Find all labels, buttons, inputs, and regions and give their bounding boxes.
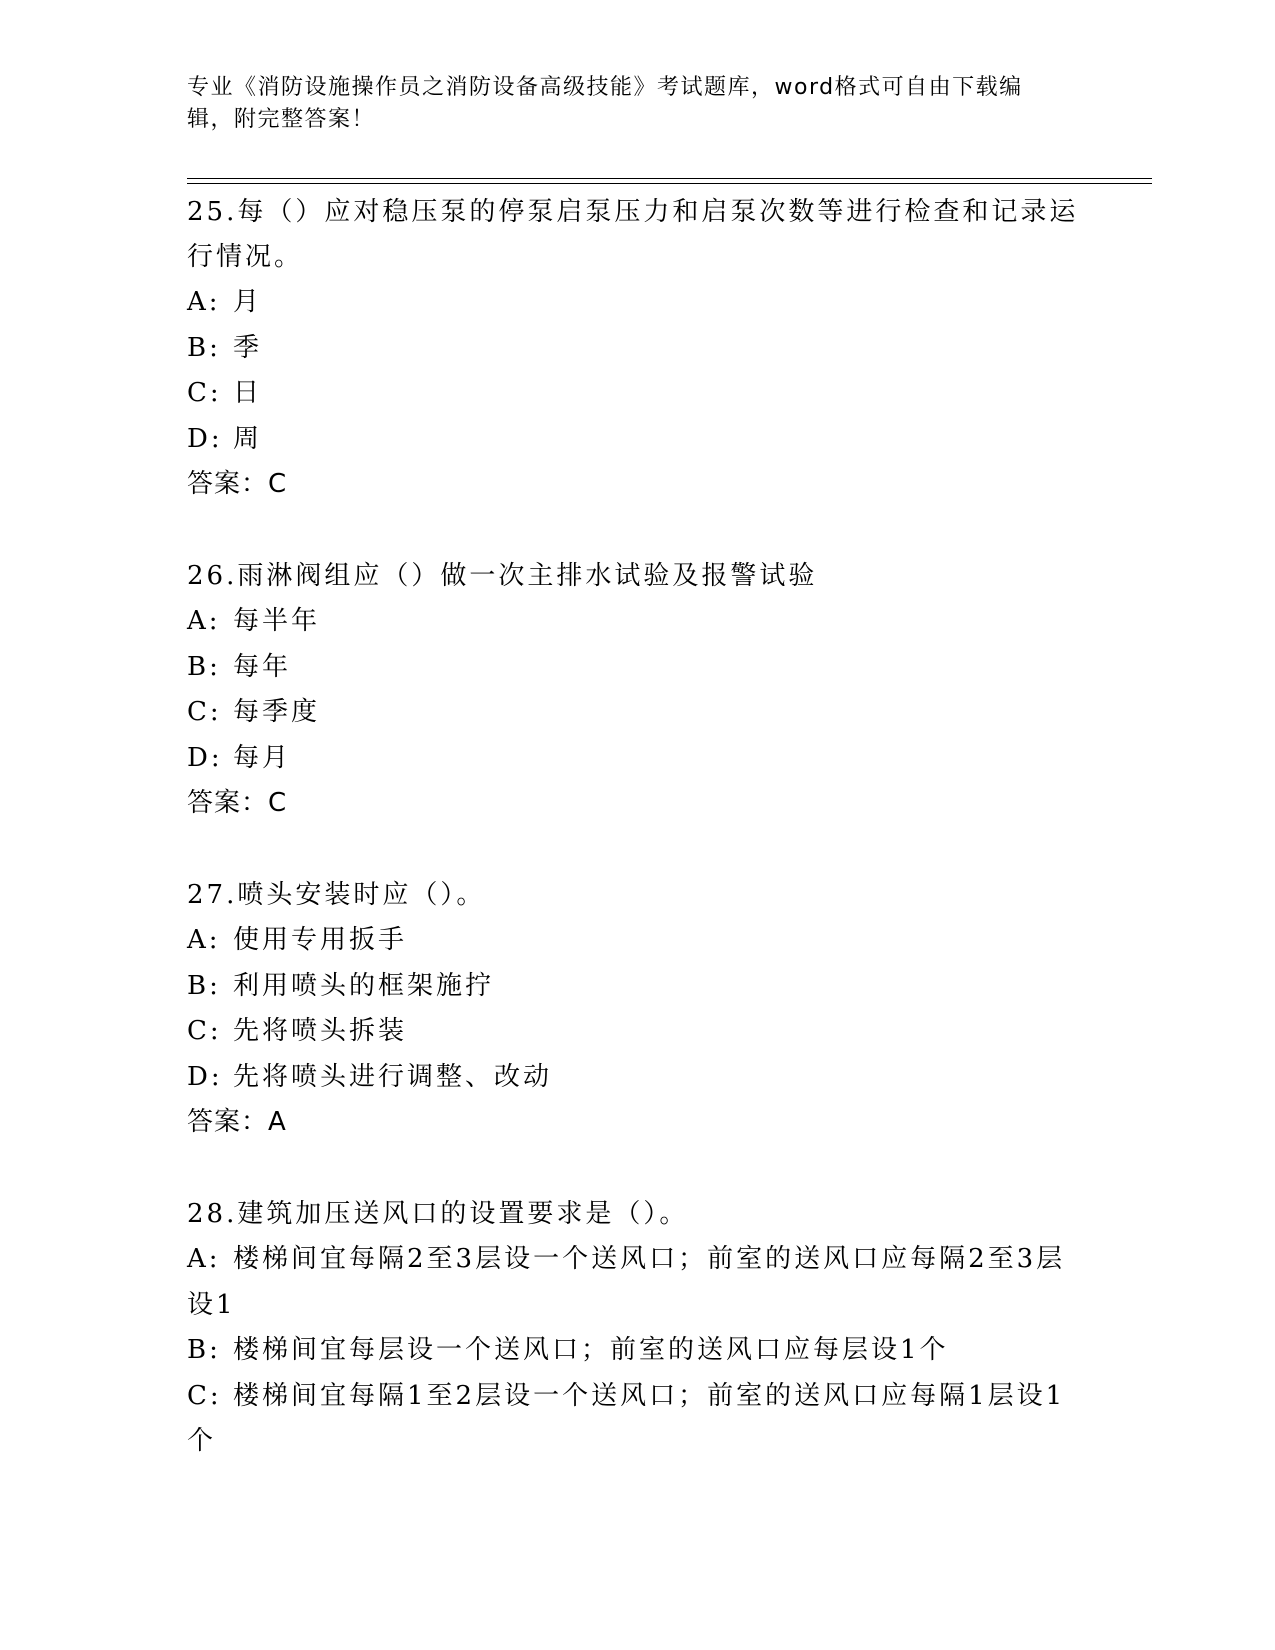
option-b [187,645,1087,691]
question-stem: 26.雨淋阀组应（）做一次主排水试验及报警试验 [187,561,818,591]
question-spacer [187,507,1087,554]
question-list [187,190,1087,1465]
question-25 [187,190,1087,507]
option-letter: B: [187,1335,221,1365]
option-text: 楼梯间宜每隔2至3层设一个送风口；前室的送风口应每隔2至3层设1 [187,1244,1066,1320]
option-letter: D: [187,423,223,454]
document-header: 专业《消防设施操作员之消防设备高级技能》考试题库，word格式可自由下载编辑，附完整答案！ [187,75,1023,132]
option-letter: C: [187,697,222,727]
option-letter: B: [187,651,221,682]
header-divider-bottom [187,183,1152,184]
option-letter: C: [187,1016,222,1046]
option-d [187,736,1087,782]
option-text: 每年 [233,651,292,682]
answer-line: 答案：C [187,469,288,499]
question-stem: 25.每（）应对稳压泵的停泵启泵压力和启泵次数等进行检查和记录运行情况。 [187,197,1079,272]
option-letter: B: [187,970,221,1001]
option-letter: D: [187,742,223,773]
question-28 [187,1192,1087,1465]
option-letter: A: [187,1244,221,1274]
option-text: 楼梯间宜每隔1至2层设一个送风口；前室的送风口应每隔1层设1个 [187,1380,1066,1456]
option-text: 每月 [233,742,292,773]
header-divider-top [187,178,1152,179]
question-27 [187,873,1087,1145]
option-a [187,599,1087,645]
option-b [187,964,1087,1010]
option-b [187,1328,1087,1374]
option-b [187,326,1087,372]
option-letter: D: [187,1061,223,1092]
option-text: 周 [233,423,263,454]
question-26 [187,554,1087,826]
option-text: 楼梯间宜每层设一个送风口；前室的送风口应每层设1个 [233,1335,949,1365]
option-letter: A: [187,606,221,636]
option-text: 每半年 [233,606,321,636]
option-letter: A: [187,287,221,317]
option-text: 每季度 [233,697,321,727]
option-c [187,371,1087,417]
option-text: 使用专用扳手 [233,925,408,955]
question-stem: 28.建筑加压送风口的设置要求是（）。 [187,1199,689,1229]
answer-line: 答案：A [187,1107,287,1137]
option-c [187,1009,1087,1055]
option-d [187,1055,1087,1101]
option-a [187,918,1087,964]
question-spacer [187,1145,1087,1192]
option-text: 月 [233,287,263,317]
option-c [187,1374,1087,1465]
option-letter: C: [187,1380,222,1411]
option-a [187,280,1087,326]
option-text: 先将喷头进行调整、改动 [233,1061,553,1092]
question-stem: 27.喷头安装时应（）。 [187,880,486,910]
option-letter: B: [187,332,221,363]
option-a [187,1237,1087,1328]
option-d [187,417,1087,463]
option-text: 利用喷头的框架施拧 [233,970,495,1001]
option-letter: A: [187,925,221,955]
answer-line: 答案：C [187,788,288,818]
option-c [187,690,1087,736]
option-text: 日 [233,378,263,408]
option-letter: C: [187,378,222,408]
question-spacer [187,826,1087,873]
option-text: 季 [233,332,263,363]
option-text: 先将喷头拆装 [233,1016,408,1046]
